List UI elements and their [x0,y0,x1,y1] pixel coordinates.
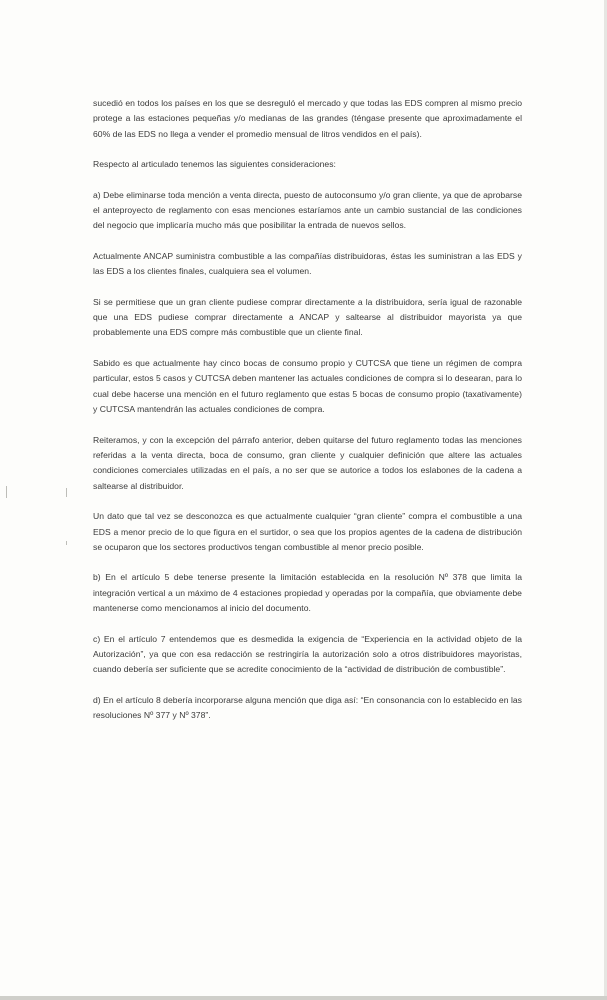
scan-mark [66,488,67,497]
paragraph-item-d: d) En el artículo 8 debería incorporarse alguna mención que diga así: “En consonancia con lo establecido en las resoluciones Nº 377 y Nº 378”. [93,694,522,721]
paragraph-articulado-intro: Respecto al articulado tenemos las siguientes consideraciones: [93,159,336,170]
paragraph-reiteramos: Reiteramos, y con la excepción del párrafo anterior, deben quitarse del futuro reglamento todas las menciones referidas a la venta directa, boca de consumo, gran cliente y cualquier definición que altere las actuales condiciones comerciales utilizadas en el país, a no ser que se autorice a todos los eslabones de la cadena a saltearse al distribuidor. [93,434,522,491]
paragraph-item-a: a) Debe eliminarse toda mención a venta directa, puesto de autoconsumo y/o gran cliente, ya que de aprobarse el anteproyecto de reglamento con esas menciones estaríamos ante un cambio sustancial de las condiciones del negocio que implicaría mucho más que posibilitar la entrada de nuevos sellos. [93,189,522,231]
document-body [93,96,522,739]
paragraph-item-b: b) En el artículo 5 debe tenerse presente la limitación establecida en la resolución Nº 378 que limita la integración vertical a un máximo de 4 estaciones propiedad y operadas por la compañía, que obviamente debe mantenerse como mencionamos al inicio del documento. [93,572,522,614]
paragraph-desregulacion: sucedió en todos los países en los que se desreguló el mercado y que todas las EDS compren al mismo precio protege a las estaciones pequeñas y/o medianas de las grandes (téngase presente que aproximadamente el 60% de las EDS no llega a vender el promedio mensual de litros vendidos en el país). [93,98,522,139]
scan-mark [66,541,67,545]
paragraph-item-c: c) En el artículo 7 entendemos que es desmedida la exigencia de “Experiencia en la actividad objeto de la Autorización”, ya que con esa redacción se restringiría la autorización solo a otros distribuidores mayoristas, cuando debería ser suficiente que se acredite conocimiento de la “actividad de distribución de combustible”. [93,633,522,675]
scan-mark [6,486,7,498]
page-bottom-edge [0,996,607,1000]
paragraph-gran-cliente: Si se permitiese que un gran cliente pudiese comprar directamente a la distribuidora, sería igual de razonable que una EDS pudiese comprar directamente a ANCAP y saltearse al distribuidor mayorista ya que probablemente una EDS compre más combustible que un cliente final. [93,296,522,338]
paragraph-bocas-consumo: Sabido es que actualmente hay cinco bocas de consumo propio y CUTCSA que tiene un régimen de compra particular, estos 5 casos y CUTCSA deben mantener las actuales condiciones de compra si lo desearan, para lo cual debe hacerse una mención en el futuro reglamento que estas 5 bocas de consumo propio (taxativamente) y CUTCSA mantendrán las actuales condiciones de compra. [93,357,522,415]
paragraph-ancap-suministro: Actualmente ANCAP suministra combustible a las compañías distribuidoras, éstas les suministran a las EDS y las EDS a los clientes finales, cualquiera sea el volumen. [93,250,522,277]
paragraph-dato: Un dato que tal vez se desconozca es que actualmente cualquier “gran cliente” compra el combustible a una EDS a menor precio de lo que figura en el surtidor, o sea que los propios agentes de la cadena de distribución se ocuparon que los sectores productivos tengan combustible al menor precio posible. [93,511,522,552]
